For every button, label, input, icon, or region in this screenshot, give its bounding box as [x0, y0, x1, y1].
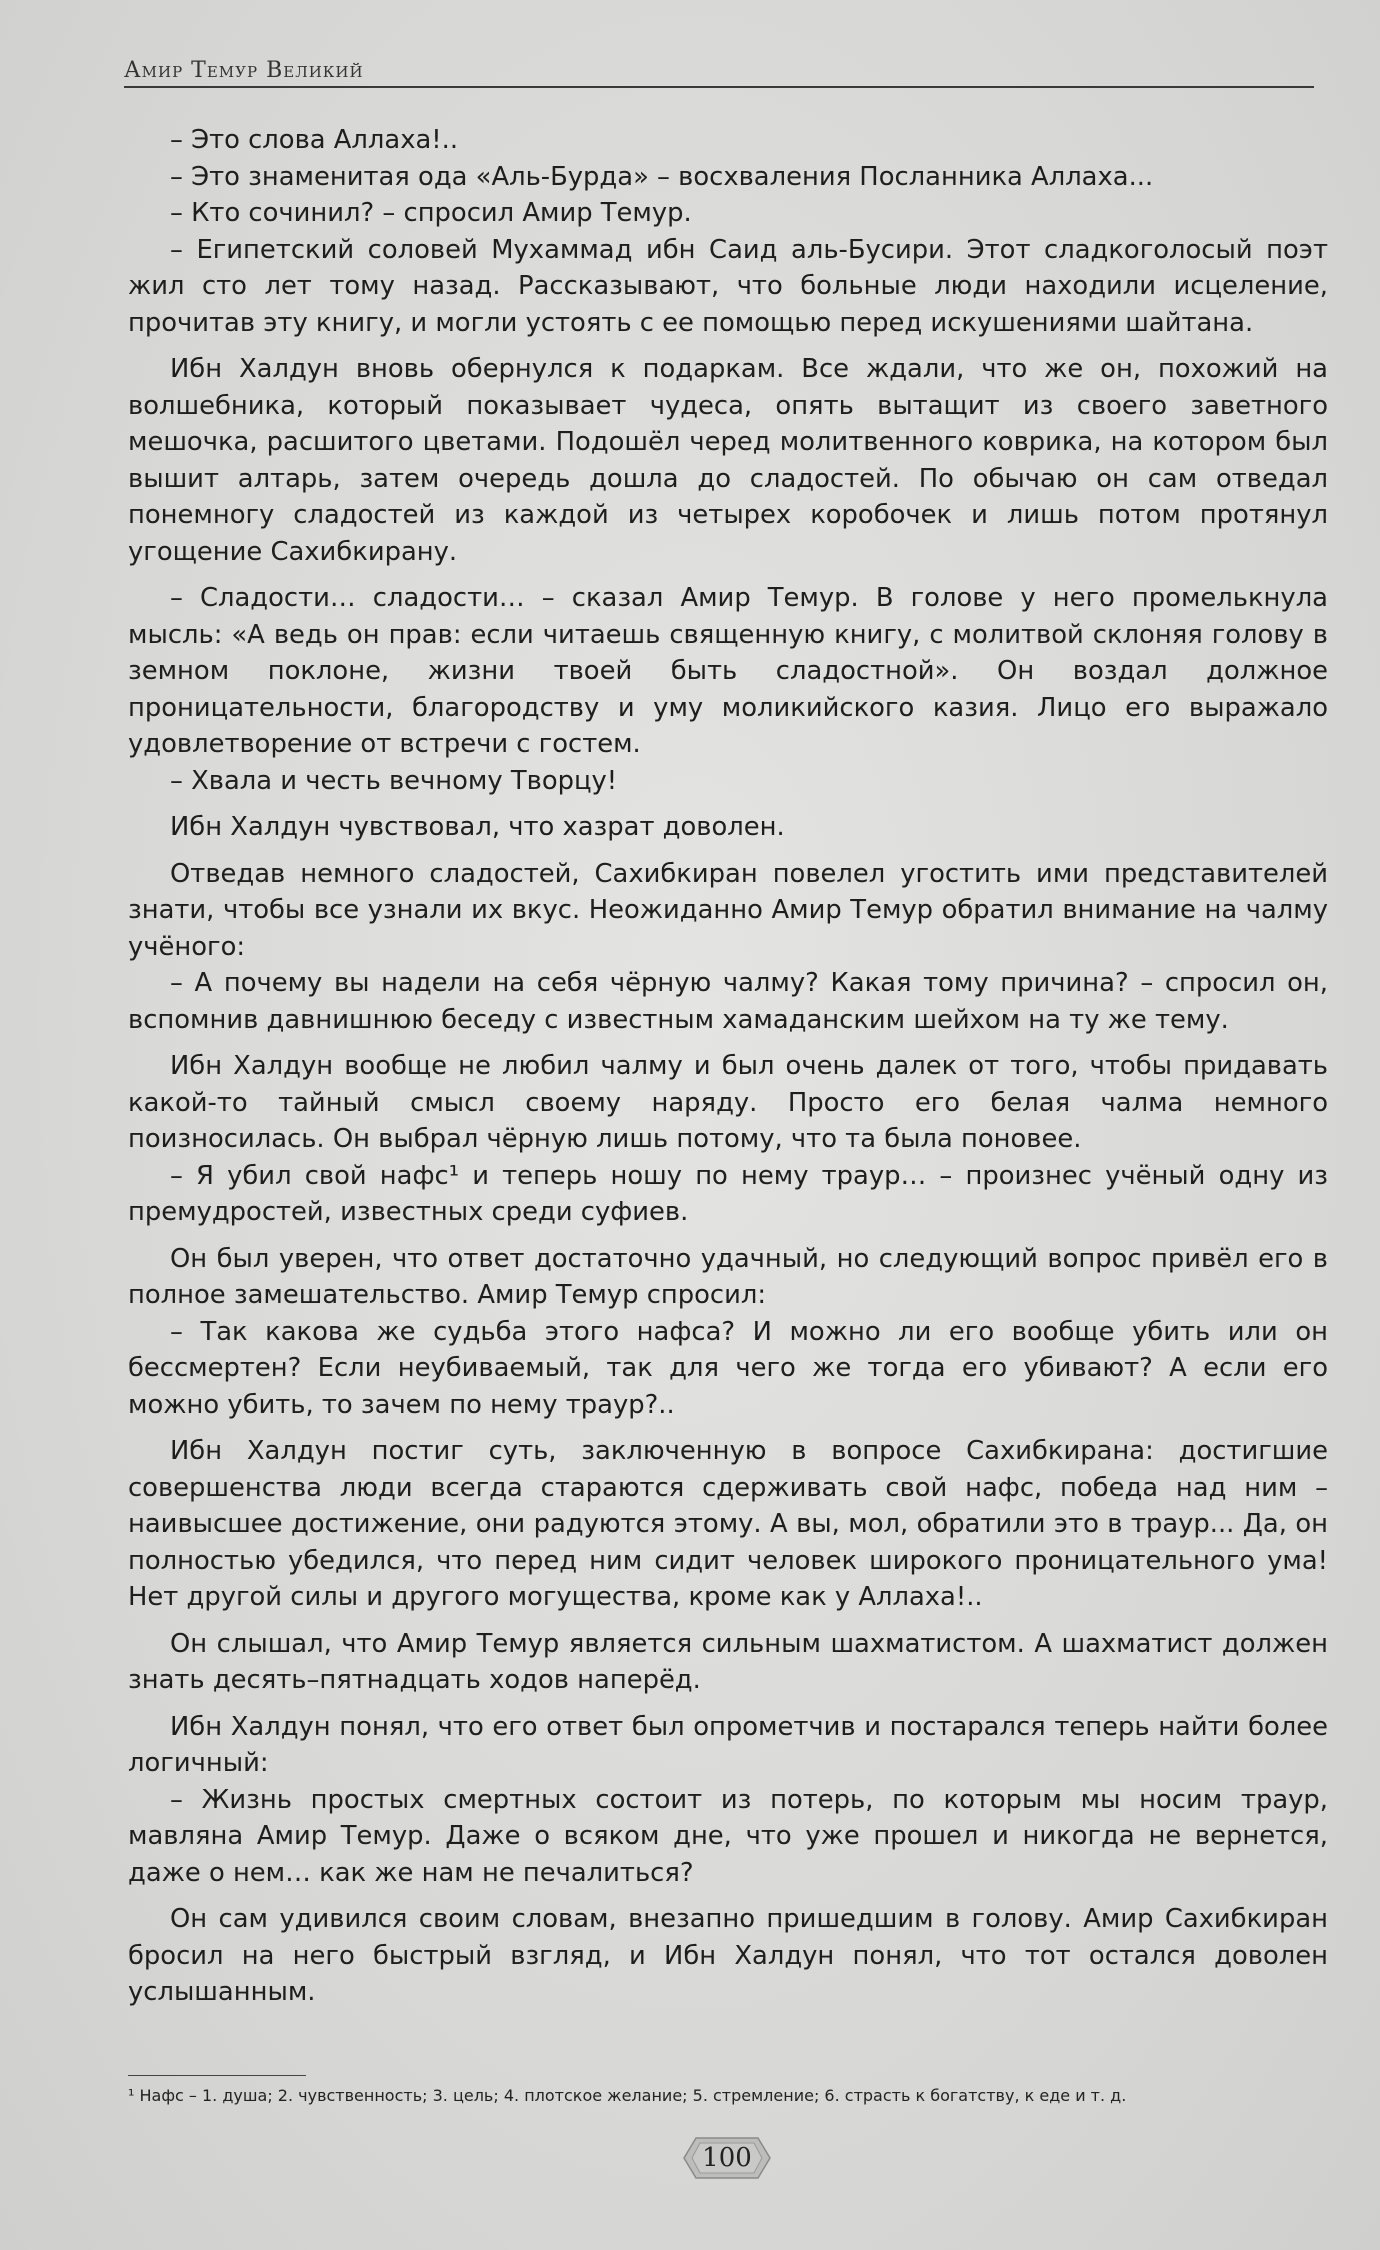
running-title: Амир Темур Великий [124, 58, 364, 83]
paragraph: – Египетский соловей Мухаммад ибн Саид аль-Бусири. Этот сладкоголосый поэт жил сто лет тому назад. Рассказывают, что больные люди находили исцеление, прочитав эту книгу, и могли устоять с ее помощью перед искушениями шайтана. [128, 234, 1328, 338]
footnote-divider [128, 2075, 306, 2076]
paragraph: Он слышал, что Амир Темур является сильным шахматистом. А шахматист должен знать десять–пятнадцать ходов наперёд. [128, 1628, 1328, 1695]
paragraph: – Так какова же судьба этого нафса? И можно ли его вообще убить или он бессмертен? Если неубиваемый, так для чего же тогда его убивают? А если его можно убить, то зачем по нему траур?.. [128, 1316, 1328, 1420]
paragraph: – Это слова Аллаха!.. [170, 125, 459, 155]
paragraph: – Сладости… сладости… – сказал Амир Темур. В голове у него промелькнула мысль: «А ведь он прав: если читаешь священную книгу, с молитвой склоняя голову в земном поклоне, жизни твоей быть сладостной». Он воздал должное проницательности, благородству и уму моликийского казия. Лицо его выражало удовлетворение от встречи с гостем. [128, 583, 1328, 759]
page-number-badge [678, 2130, 776, 2186]
paragraph: Он сам удивился своим словам, внезапно пришедшим в голову. Амир Сахибкиран бросил на него быстрый взгляд, и Ибн Халдун понял, что тот остался доволен услышанным. [128, 1904, 1328, 2007]
paragraph: Ибн Халдун чувствовал, что хазрат доволен. [170, 812, 785, 842]
paragraph: – А почему вы надели на себя чёрную чалму? Какая тому причина? – спросил он, вспомнив давнишнюю беседу с известным хамаданским шейхом на ту же тему. [128, 968, 1328, 1035]
paragraph: Ибн Халдун понял, что его ответ был опрометчив и постарался теперь найти более логичный: [128, 1711, 1328, 1778]
paragraph: Ибн Халдун вновь обернулся к подаркам. Все ждали, что же он, похожий на волшебника, который показывает чудеса, опять вытащит из своего заветного мешочка, расшитого цветами. Подошёл черед молитвенного коврика, на котором был вышит алтарь, затем очередь дошла до сладостей. По обычаю он сам отведал понемногу сладостей из каждой из четырех коробочек и лишь потом протянул угощение Сахибкирану. [128, 354, 1328, 567]
paragraph: Ибн Халдун вообще не любил чалму и был очень далек от того, чтобы придавать какой-то тайный смысл своему наряду. Просто его белая чалма немного поизносилась. Он выбрал чёрную лишь потому, что та была поновее. [128, 1051, 1328, 1154]
paragraph: – Хвала и честь вечному Творцу! [170, 765, 618, 796]
body-text [128, 122, 1328, 2011]
paragraph: – Кто сочинил? – спросил Амир Темур. [170, 198, 692, 228]
footnote: ¹ Нафс – 1. душа; 2. чувственность; 3. цель; 4. плотское желание; 5. стремление; 6. страсть к богатству, к еде и т. д. [128, 2086, 1127, 2105]
paragraph: Отведав немного сладостей, Сахибкиран повелел угостить ими представителей знати, чтобы все узнали их вкус. Неожиданно Амир Темур обратил внимание на чалму учёного: [128, 858, 1328, 962]
paragraph: Ибн Халдун постиг суть, заключенную в вопросе Сахибкирана: достигшие совершенства люди всегда стараются сдерживать свой нафс, победа над ним – наивысшее достижение, они радуются этому. А вы, мол, обратили это в траур... Да, он полностью убедился, что перед ним сидит человек широкого проницательного ума! Нет другой силы и другого могущества, кроме как у Аллаха!.. [128, 1436, 1328, 1612]
page-number: 100 [702, 2143, 752, 2173]
page-header [124, 52, 1314, 88]
paragraph: – Я убил свой нафс¹ и теперь ношу по нему траур… – произнес учёный одну из премудростей, известных среди суфиев. [128, 1160, 1328, 1227]
paragraph: Он был уверен, что ответ достаточно удачный, но следующий вопрос привёл его в полное замешательство. Амир Темур спросил: [128, 1243, 1328, 1310]
paragraph: – Это знаменитая ода «Аль-Бурда» – восхваления Посланника Аллаха... [170, 161, 1154, 192]
paragraph: – Жизнь простых смертных состоит из потерь, по которым мы носим траур, мавляна Амир Темур. Даже о всяком дне, что уже прошел и никогда не вернется, даже о нем… как же нам не печалиться? [128, 1784, 1328, 1888]
